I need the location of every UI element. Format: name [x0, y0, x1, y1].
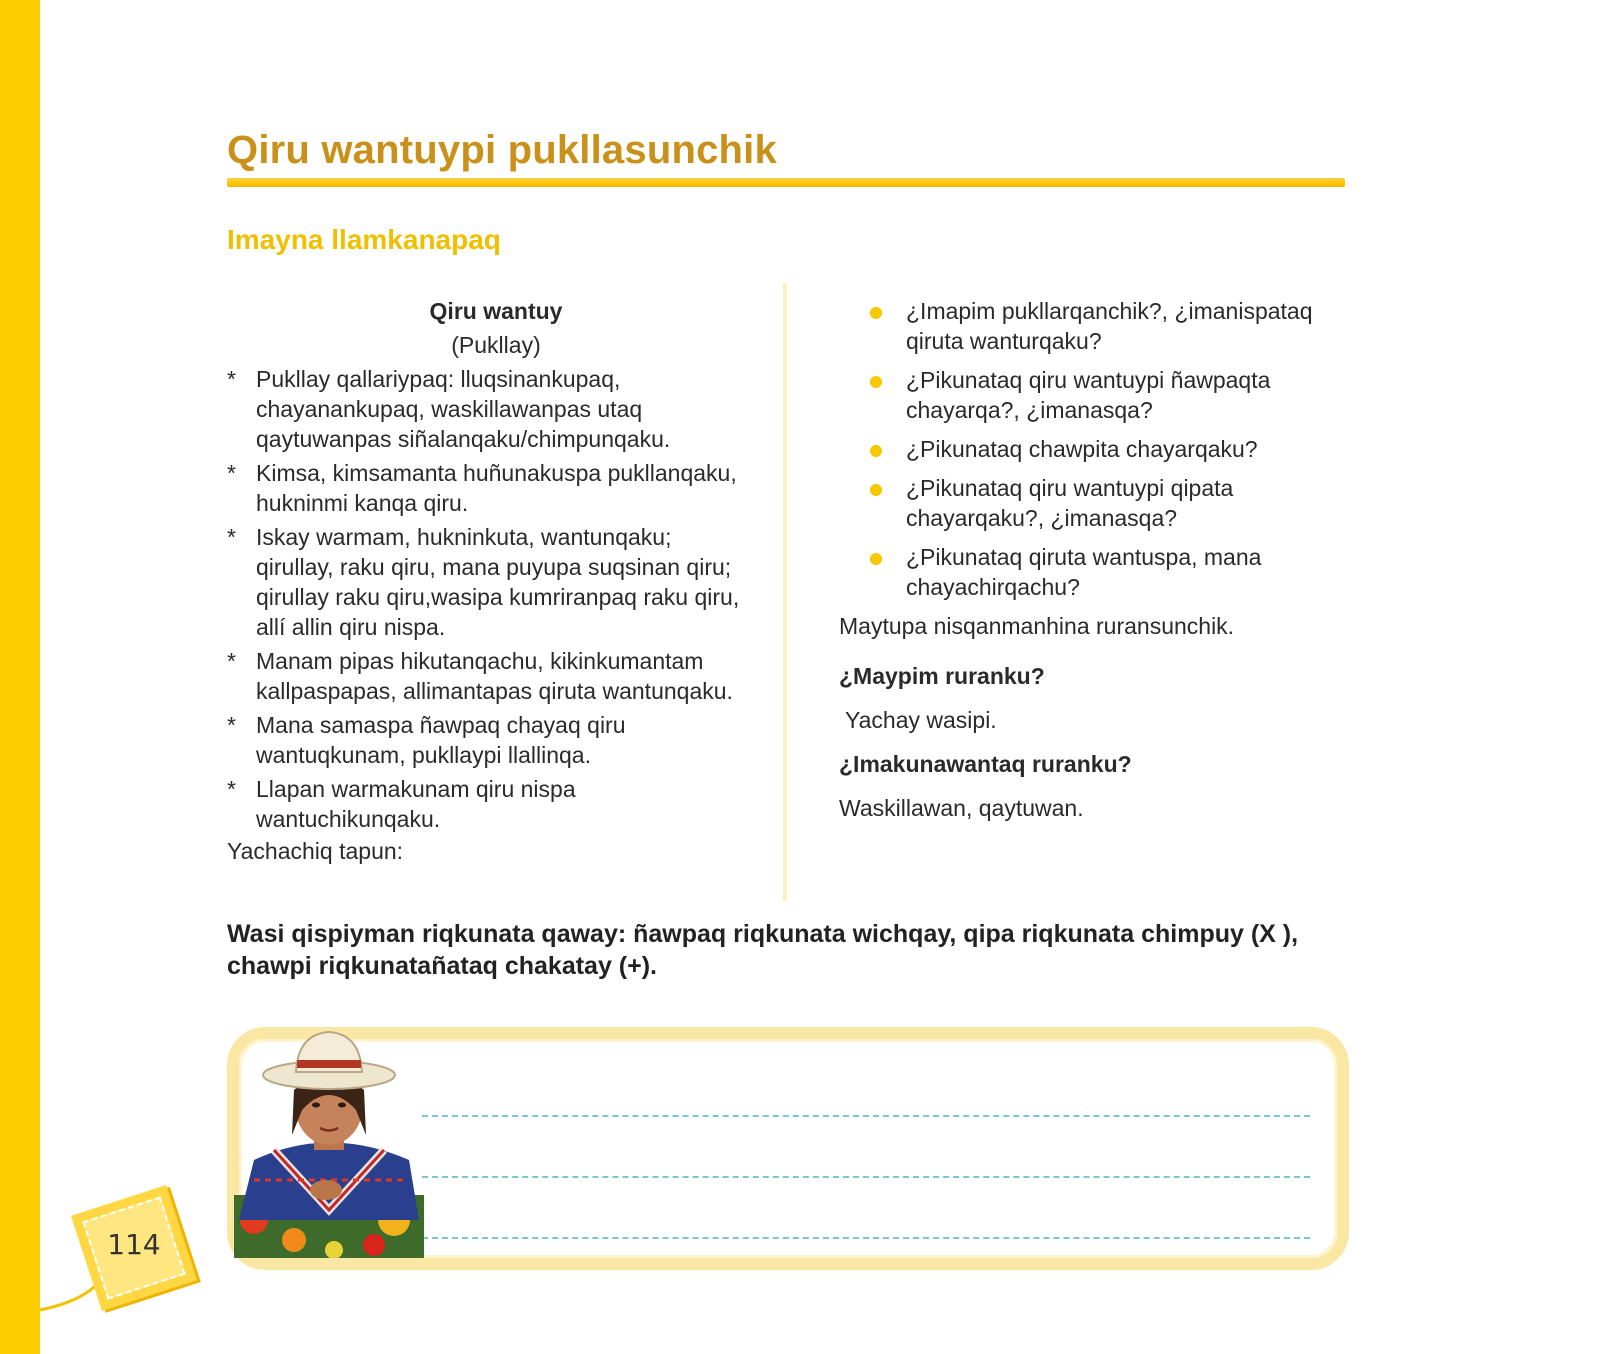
- dot-bullet: [870, 307, 882, 319]
- rule-item: * Kimsa, kimsamanta huñunakuspa pukllanqaku, hukninmi kanqa qiru.: [227, 460, 737, 516]
- writing-line[interactable]: [422, 1115, 1310, 1117]
- where-answer: Yachay wasipi.: [845, 707, 997, 733]
- girl-illustration: [234, 1020, 424, 1258]
- asterisk-bullet: *: [227, 460, 236, 486]
- questions-column: [839, 296, 1359, 823]
- writing-line[interactable]: [422, 1237, 1310, 1239]
- asterisk-bullet: *: [227, 648, 236, 674]
- question-item: ¿Imapim pukllarqanchik?, ¿imanispataq qiruta wanturqaku?: [839, 296, 1359, 356]
- where-question: ¿Maypim ruranku?: [839, 663, 1045, 689]
- dot-bullet: [870, 484, 882, 496]
- title-underline: [227, 178, 1345, 187]
- question-item: ¿Pikunataq chawpita chayarqaku?: [839, 434, 1359, 464]
- question-item: ¿Pikunataq qiru wantuypi qipata chayarqaku?, ¿imanasqa?: [839, 473, 1359, 533]
- question-item: ¿Pikunataq qiru wantuypi ñawpaqta chayarqa?, ¿imanasqa?: [839, 365, 1359, 425]
- rule-item: * Mana samaspa ñawpaq chayaq qiru wantuqkunam, pukllaypi llallinqa.: [227, 712, 626, 768]
- with-what-answer: Waskillawan, qaytuwan.: [839, 795, 1084, 821]
- asterisk-bullet: *: [227, 712, 236, 738]
- left-margin-bar: [0, 0, 40, 1354]
- page-number: 114: [107, 1228, 161, 1261]
- dot-bullet: [870, 445, 882, 457]
- teacher-asks: Yachachiq tapun:: [227, 838, 404, 864]
- game-subtitle: (Pukllay): [451, 332, 541, 358]
- activity-note: Maytupa nisqanmanhina ruransunchik.: [839, 613, 1235, 639]
- page-title: Qiru wantuypi pukllasunchik: [227, 128, 777, 172]
- dot-bullet: [870, 553, 882, 565]
- rule-item: * Llapan warmakunam qiru nispa wantuchikunqaku.: [227, 776, 576, 832]
- dot-bullet: [870, 376, 882, 388]
- section-title: Imayna llamkanapaq: [227, 224, 501, 255]
- asterisk-bullet: *: [227, 524, 236, 550]
- game-title: Qiru wantuy: [429, 298, 563, 324]
- column-divider: [783, 283, 787, 901]
- rule-item: * Pukllay qallariypaq: lluqsinankupaq, chayanankupaq, waskillawanpas utaq qaytuwanpas siñalanqaku/chimpunqaku.: [227, 366, 671, 452]
- instruction-text: Wasi qispiyman riqkunata qaway: ñawpaq riqkunata wichqay, qipa riqkunata chimpuy (X ), chawpi riqkunatañataq chakatay (+).: [227, 920, 1299, 980]
- asterisk-bullet: *: [227, 366, 236, 392]
- writing-line[interactable]: [422, 1176, 1310, 1178]
- asterisk-bullet: *: [227, 776, 236, 802]
- game-description: [227, 296, 747, 866]
- with-what-question: ¿Imakunawantaq ruranku?: [839, 751, 1132, 777]
- question-item: ¿Pikunataq qiruta wantuspa, mana chayachirqachu?: [839, 542, 1359, 602]
- rule-item: * Manam pipas hikutanqachu, kikinkumantam kallpaspapas, allimantapas qiruta wantunqaku.: [227, 648, 733, 704]
- rule-item: * Iskay warmam, hukninkuta, wantunqaku; qirullay, raku qiru, mana puyupa suqsinan qiru; qirullay raku qiru,wasipa kumriranpaq raku qiru, allí allin qiru nispa.: [227, 524, 740, 640]
